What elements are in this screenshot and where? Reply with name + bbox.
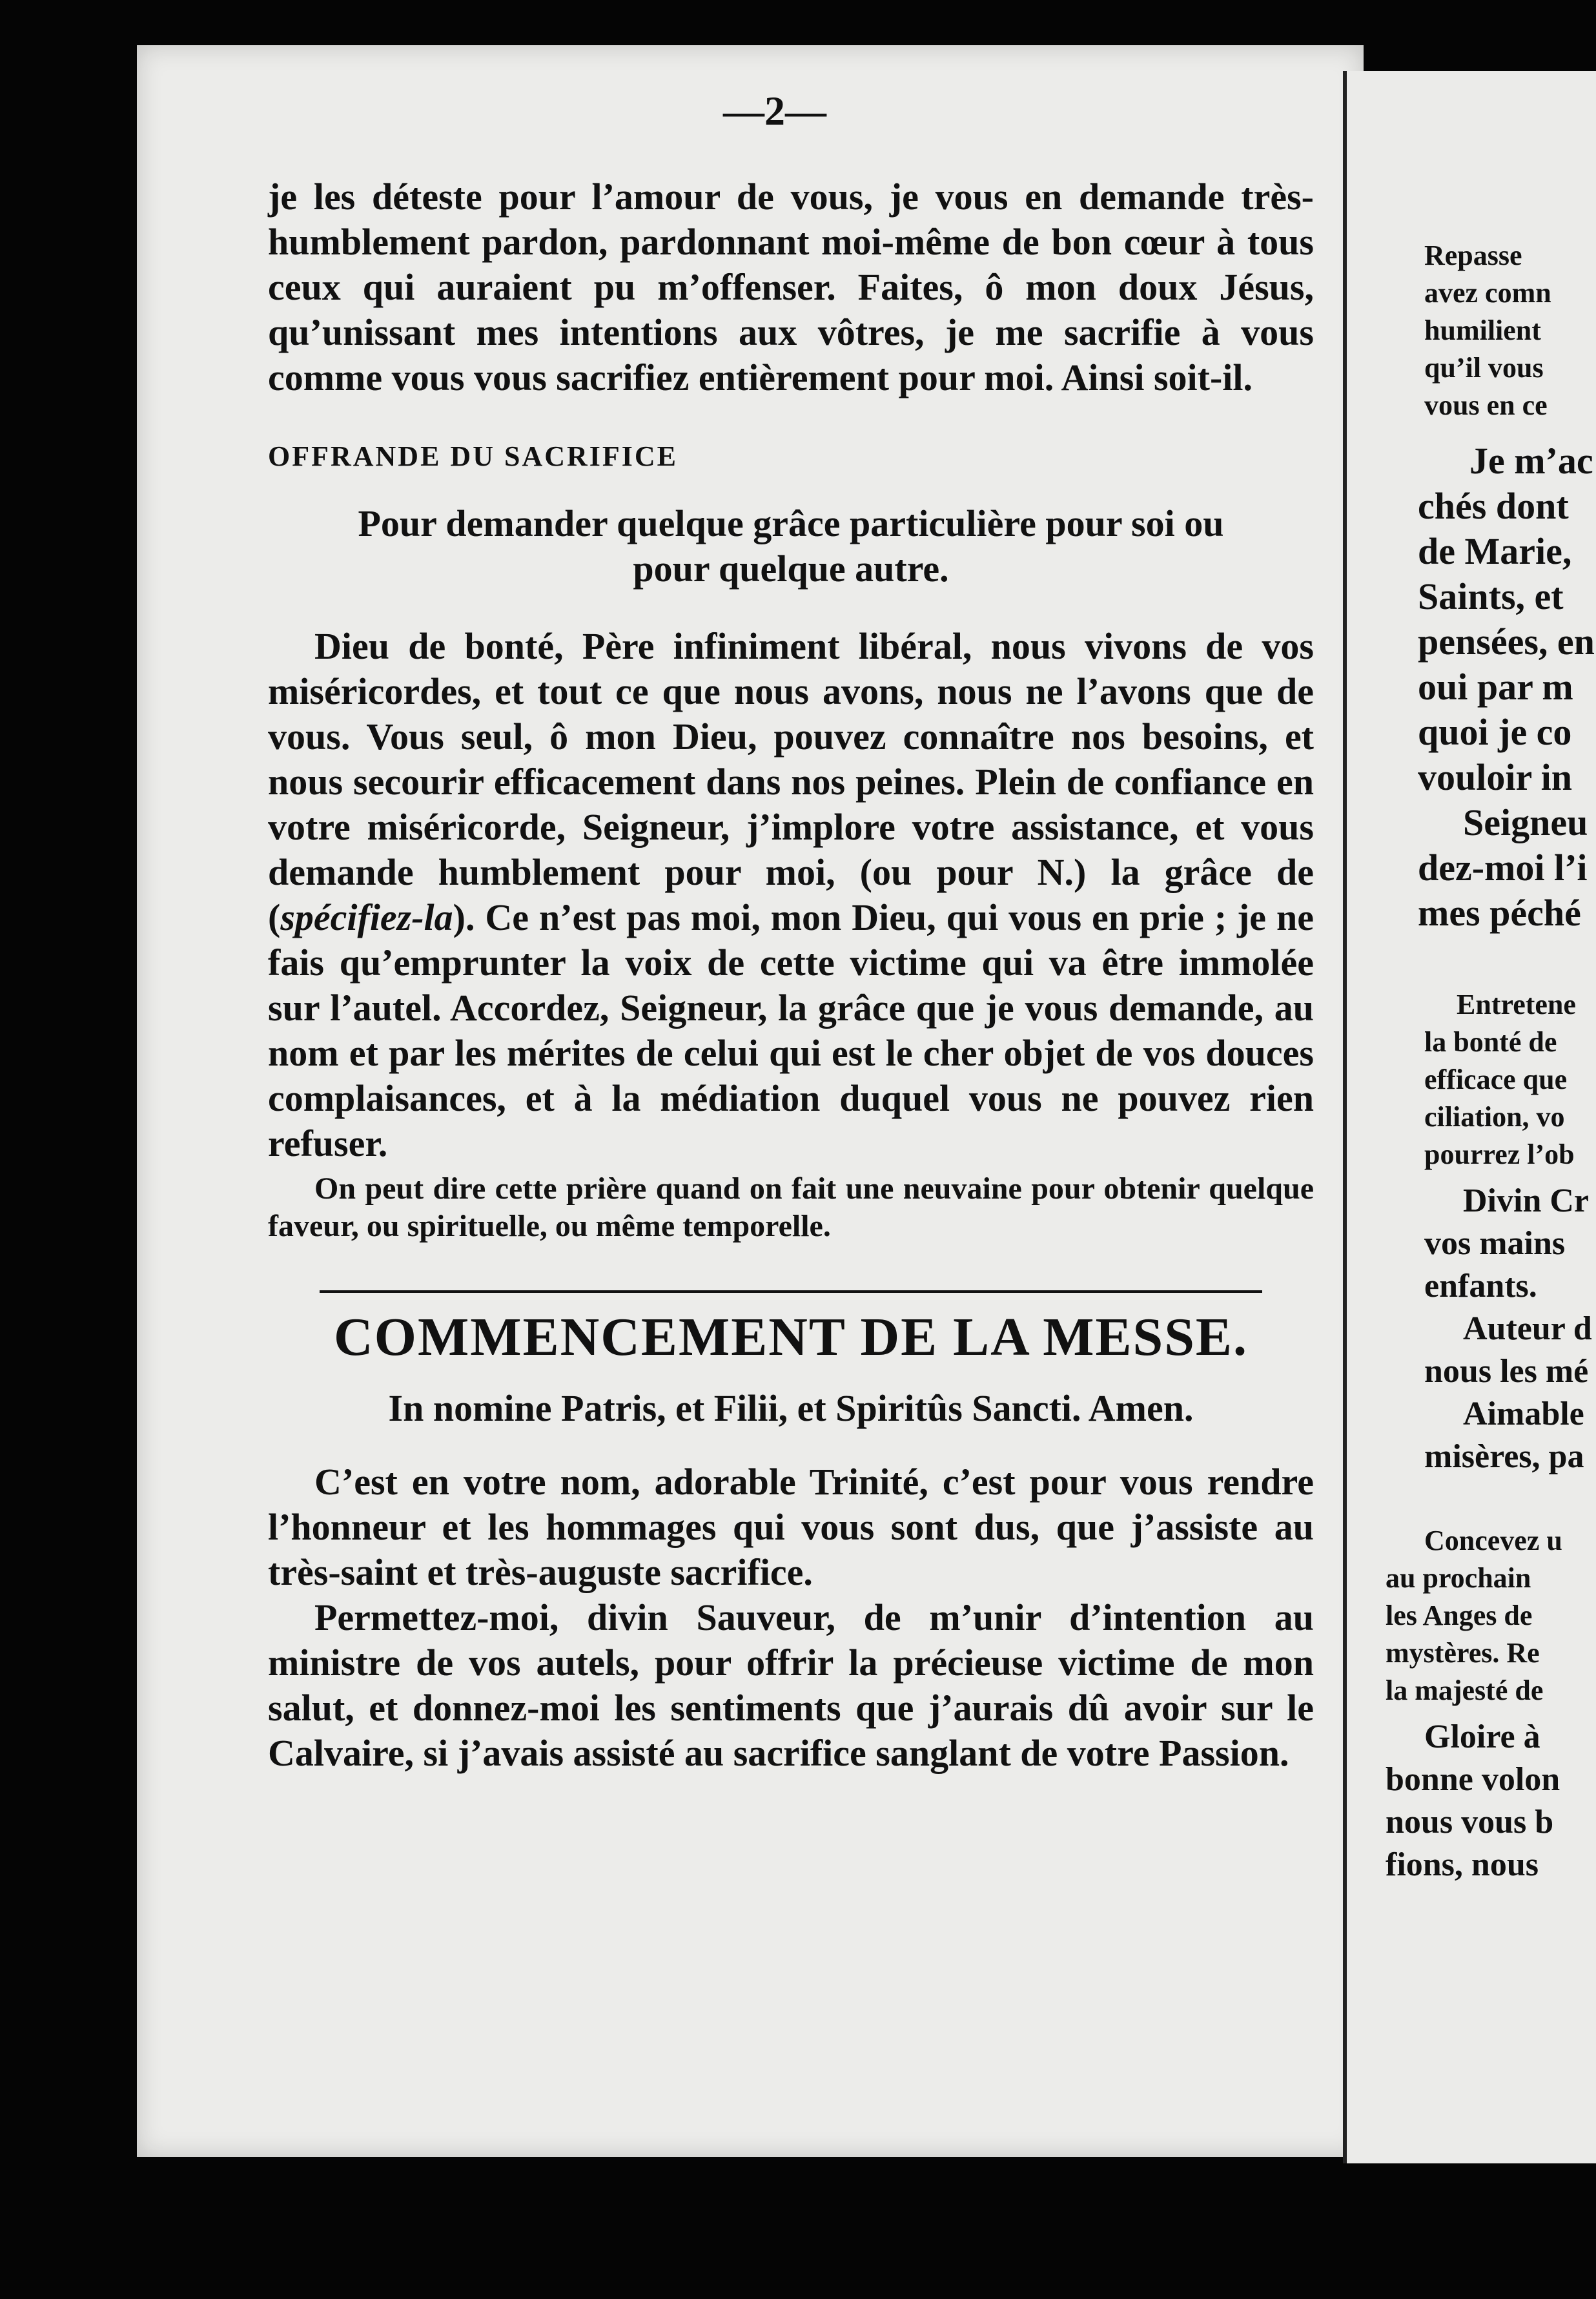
paragraph-trinite: C’est en votre nom, adorable Trinité, c’est pour vous rendre l’honneur et les hommages qui vous sont dus, que j’assiste au très-saint et très-auguste sacrifice.: [268, 1461, 1314, 1593]
right-line: oui par m: [1418, 666, 1573, 708]
page-number: —2—: [723, 88, 826, 134]
right-page-fragment: [1343, 71, 1596, 2163]
right-line: vos mains: [1424, 1225, 1566, 1262]
paragraph-offrande-part2: ). Ce n’est pas moi, mon Dieu, qui vous en prie ; je ne fais qu’emprunter la voix de cette victime qui va être immolée sur l’autel. Accordez, Seigneur, la grâce que je vous demande, au nom et par les mérites de celui qui est le cher objet de vos douces complaisances, et à la médiation duquel vous ne pouvez rien refuser.: [268, 896, 1314, 1164]
right-line: mes péché: [1418, 892, 1581, 934]
right-line: ciliation, vo: [1424, 1101, 1565, 1133]
right-line: au prochain: [1386, 1562, 1531, 1594]
right-line: avez comn: [1424, 277, 1551, 309]
right-line: dez-moi l’i: [1418, 847, 1588, 889]
paragraph-offrande: [268, 624, 1314, 1166]
right-line: Je m’ac: [1469, 440, 1593, 482]
right-line: chés dont: [1418, 485, 1569, 527]
latin-invocation: In nomine Patris, et Filii, et Spiritûs Sancti. Amen.: [388, 1387, 1194, 1429]
right-line: la bonté de: [1424, 1026, 1557, 1058]
section-divider: [320, 1290, 1262, 1293]
right-line: quoi je co: [1418, 711, 1572, 753]
right-line: Aimable: [1463, 1396, 1584, 1432]
right-line: Repasse: [1424, 240, 1522, 271]
right-line: nous les mé: [1424, 1353, 1589, 1390]
right-line: bonne volon: [1386, 1761, 1560, 1798]
paragraph-sauveur: Permettez-moi, divin Sauveur, de m’unir d’intention au ministre de vos autels, pour offrir la précieuse victime de mon salut, et donnez-moi les sentiments que j’aurais dû avoir sur le Calvaire, si j’avais assisté au sacrifice sanglant de votre Passion.: [268, 1596, 1314, 1774]
right-line: nous vous b: [1386, 1804, 1554, 1840]
right-line: Seigneu: [1463, 801, 1588, 843]
right-line: pensées, en: [1418, 621, 1595, 663]
right-line: enfants.: [1424, 1268, 1537, 1304]
right-line: la majesté de: [1386, 1675, 1544, 1706]
right-line: fions, nous: [1386, 1846, 1539, 1883]
right-line: Entretene: [1457, 989, 1576, 1020]
paragraph-offrande-part1: Dieu de bonté, Père infiniment libéral, nous vivons de vos miséricordes, et tout ce que nous avons, nous ne l’avons que de vous. Vous seul, ô mon Dieu, pouvez connaître nos besoins, et nous secourir efficacement dans nos peines. Plein de confiance en votre miséricorde, Seigneur, j’implore votre assistance, et vous demande humblement pour moi, (ou pour N.) la grâce de (: [268, 625, 1314, 938]
section-title-commencement: COMMENCEMENT DE LA MESSE.: [334, 1307, 1248, 1367]
right-line: pourrez l’ob: [1424, 1139, 1575, 1170]
rubric-note: On peut dire cette prière quand on fait une neuvaine pour obtenir quelque faveur, ou spirituelle, ou même temporelle.: [268, 1171, 1314, 1243]
section-subtitle: Pour demander quelque grâce particulière pour soi ou pour quelque autre.: [358, 502, 1224, 590]
right-line: Concevez u: [1424, 1525, 1562, 1556]
right-line: vouloir in: [1418, 756, 1573, 798]
right-line: mystères. Re: [1386, 1637, 1540, 1669]
right-line: vous en ce: [1424, 389, 1548, 421]
right-line: efficace que: [1424, 1064, 1568, 1095]
right-line: qu’il vous: [1424, 352, 1544, 384]
right-line: Saints, et: [1418, 575, 1564, 617]
right-line: Gloire à: [1424, 1718, 1540, 1755]
right-line: humilient: [1424, 314, 1541, 346]
right-line: de Marie,: [1418, 530, 1572, 572]
paragraph-prayer-end: je les déteste pour l’amour de vous, je vous en demande très-humblement pardon, pardonnant moi-même de bon cœur à tous ceux qui auraient pu m’offenser. Faites, ô mon doux Jésus, qu’unissant mes intentions aux vôtres, je me sacrifie à vous comme vous vous sacrifiez entièrement pour moi. Ainsi soit-il.: [268, 176, 1314, 398]
left-page-text: [268, 174, 1314, 1776]
right-line: Auteur d: [1463, 1310, 1592, 1347]
right-line: Divin Cr: [1463, 1182, 1589, 1219]
right-line: misères, pa: [1424, 1438, 1584, 1475]
section-heading-offrande: OFFRANDE DU SACRIFICE: [268, 440, 679, 472]
right-line: les Anges de: [1386, 1600, 1533, 1631]
paragraph-offrande-italic: spécifiez-la: [280, 896, 453, 938]
